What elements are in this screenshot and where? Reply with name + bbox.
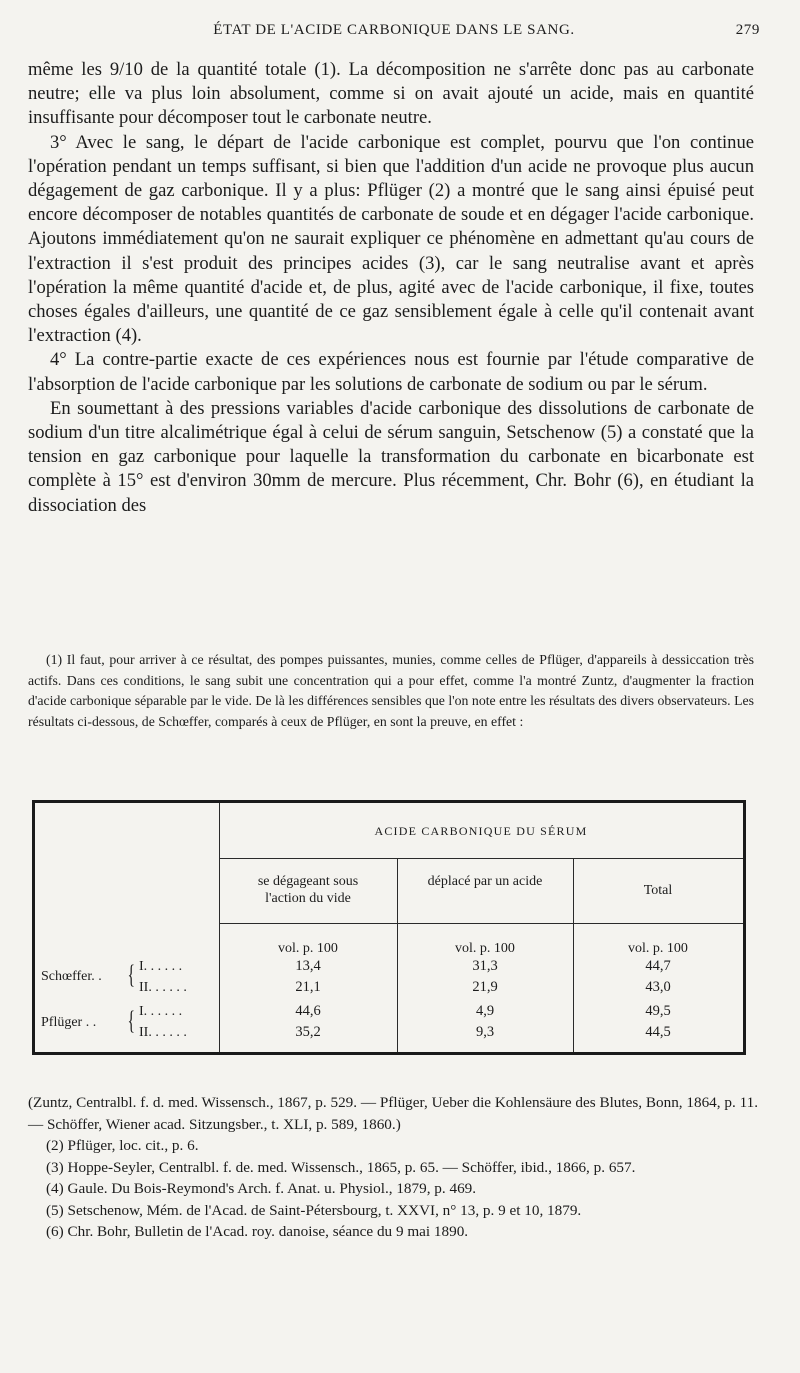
running-title: ÉTAT DE L'ACIDE CARBONIQUE DANS LE SANG. xyxy=(213,22,575,38)
table-cell: 43,0 xyxy=(645,979,671,995)
table-cell: 44,7 xyxy=(645,958,671,974)
reference-6: (6) Chr. Bohr, Bulletin de l'Acad. roy. danoise, séance du 9 mai 1890. xyxy=(46,1223,469,1240)
paragraph-point-4: 4° La contre-partie exacte de ces expériences nous est fournie par l'étude comparative de l'absorption de l'acide carbonique par les solutions de carbonate de sodium ou par le sérum. xyxy=(28,349,754,395)
table-cell: 9,3 xyxy=(475,1024,495,1040)
unit-label: vol. p. 100 xyxy=(628,941,688,956)
table-cell: 44,5 xyxy=(645,1024,671,1040)
paragraph-continuation: même les 9/10 de la quantité totale (1). La décomposition ne s'arrête donc pas au carbonate neutre; elle va plus loin absolument, comme si on avait ajouté un acide, mais en quantité insuffisante pour décomposer tout le carbonate neutre. xyxy=(28,59,754,129)
column-header-total: Total xyxy=(643,883,673,898)
reference-2: (2) Pflüger, loc. cit., p. 6. xyxy=(46,1137,199,1154)
table-cell: 21,1 xyxy=(295,979,321,995)
table-cell: 13,4 xyxy=(295,958,321,974)
paragraph-point-3: 3° Avec le sang, le départ de l'acide carbonique est complet, pourvu que l'on continue l'opération pendant un temps suffisant, si bien que l'addition d'un acide ne provoque plus aucun dégagement de gaz carbonique. Il y a plus: Pflüger (2) a montré que le sang ainsi épuisé peut encore décomposer de notables quantités de carbonate de soude et en dégager l'acide carbonique. Ajoutons immédiatement qu'on ne saurait expliquer ce phénomène en admettant qu'au cours de l'extraction il s'est produit des principes acides (3), car le sang neutralise avant et après l'opération la même quantité d'acide et, de plus, agité avec de l'acide carbonique, il fixe, toutes choses égales d'ailleurs, une quantité de ce gaz sensiblement égale à celle qu'il contenait avant l'extraction (4). xyxy=(28,131,754,347)
unit-label: vol. p. 100 xyxy=(455,941,515,956)
reference-3: (3) Hoppe-Seyler, Centralbl. f. de. med. Wissensch., 1865, p. 65. — Schöffer, ibid., 1866, p. 657. xyxy=(46,1158,636,1176)
running-header xyxy=(28,22,760,46)
table-cell: 4,9 xyxy=(475,1003,495,1019)
column-header-acid: déplacé par un acide xyxy=(427,874,543,889)
table-cell: 44,6 xyxy=(295,1003,321,1019)
row-group-pfluger: Pflüger . . xyxy=(41,1015,97,1030)
row-group-schoeffer: Schœffer. . xyxy=(41,969,102,984)
data-table xyxy=(32,800,746,1055)
row-label: II. . . . . . xyxy=(139,1025,187,1040)
reference-4: (4) Gaule. Du Bois-Reymond's Arch. f. Anat. u. Physiol., 1879, p. 469. xyxy=(46,1180,477,1197)
table-rule xyxy=(219,858,743,859)
reference-1-continued: (Zuntz, Centralbl. f. d. med. Wissensch., 1867, p. 529. — Pflüger, Ueber die Kohlensäure des Blutes, Bonn, 1864, p. 11. — Schöffer, Wiener acad. Sitzungsber., t. XLI, p. 589, 1860.) xyxy=(28,1094,758,1133)
footnote-1-text: (1) Il faut, pour arriver à ce résultat, des pompes puissantes, munies, comme celles de Pflüger, d'appareils à dessiccation très actifs. Dans ces conditions, le sang subit une concentration qui a pour effet, comme l'a montré Zuntz, d'augmenter la fraction d'acide carbonique séparable par le vide. De là les différences sensibles que l'on note entre les résultats des divers observateurs. Les résultats ci-dessous, de Schœffer, comparés à ceux de Pflüger, en sont la preuve, en effet : xyxy=(28,652,754,729)
table-rule xyxy=(219,923,743,924)
footnote-1 xyxy=(28,650,754,732)
brace-glyph: { xyxy=(127,960,135,989)
table-cell: 35,2 xyxy=(295,1024,321,1040)
column-header-vacuum: se dégageant sous l'action du vide xyxy=(257,874,359,906)
reference-5: (5) Setschenow, Mém. de l'Acad. de Saint-Pétersbourg, t. XXVI, n° 13, p. 9 et 10, 1879. xyxy=(46,1201,582,1219)
row-label: I. . . . . . xyxy=(139,959,183,974)
brace-glyph: { xyxy=(127,1006,135,1035)
page-number: 279 xyxy=(735,22,760,38)
table-cell: 21,9 xyxy=(472,979,498,995)
paragraph-setschenow: En soumettant à des pressions variables d'acide carbonique des dissolutions de carbonate de sodium d'un titre alcalimétrique égal à celui de sérum sanguin, Setschenow (5) a constaté que la tension en gaz carbonique pour laquelle la transformation du carbonate en bicarbonate est complète à 15° est d'environ 30mm de mercure. Plus récemment, Chr. Bohr (6), en étudiant la dissociation des xyxy=(28,397,754,516)
row-label: I. . . . . . xyxy=(139,1004,183,1019)
main-text xyxy=(28,58,754,518)
references xyxy=(28,1092,758,1243)
table-cell: 49,5 xyxy=(645,1003,671,1019)
table-cell: 31,3 xyxy=(472,958,498,974)
table-group-header: ACIDE CARBONIQUE DU SÉRUM xyxy=(374,824,588,838)
unit-label: vol. p. 100 xyxy=(278,941,338,956)
row-label: II. . . . . . xyxy=(139,980,187,995)
